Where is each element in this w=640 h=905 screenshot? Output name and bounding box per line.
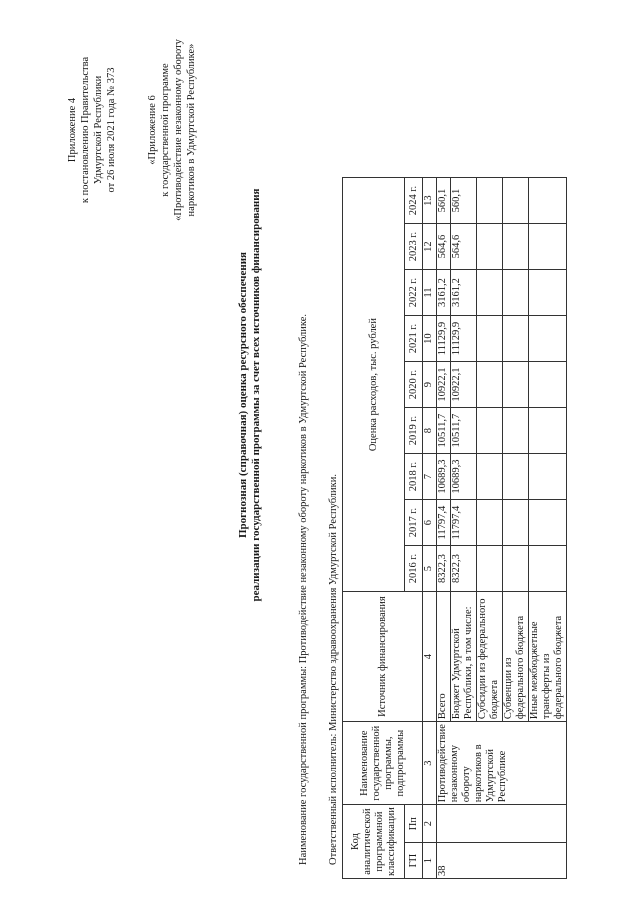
value-cell: 10511,7 (451, 408, 477, 454)
header-code: Код аналитической программной классификации (343, 805, 405, 879)
value-cell (477, 270, 503, 316)
header-year: 2019 г. (405, 408, 423, 454)
header-year: 2017 г. (405, 500, 423, 546)
appendix-4-line: к постановлению Правительства (80, 56, 91, 204)
appendix-6-block (146, 0, 198, 260)
column-number: 4 (423, 592, 437, 722)
value-cell (477, 454, 503, 500)
value-cell: 564,6 (451, 224, 477, 270)
header-year: 2022 г. (405, 270, 423, 316)
value-cell (503, 454, 529, 500)
value-cell (503, 500, 529, 546)
appendix-6-line: «Приложение 6 (147, 95, 158, 165)
value-cell (503, 408, 529, 454)
column-number: 1 (423, 843, 437, 879)
value-cell (529, 408, 567, 454)
value-cell: 10689,3 (437, 454, 451, 500)
value-cell (503, 224, 529, 270)
value-cell (529, 546, 567, 592)
table-header-row (343, 178, 405, 879)
value-cell: 564,6 (437, 224, 451, 270)
value-cell (477, 408, 503, 454)
value-cell: 560,1 (451, 178, 477, 224)
header-year: 2016 г. (405, 546, 423, 592)
value-cell (503, 362, 529, 408)
value-cell: 10922,1 (437, 362, 451, 408)
value-cell (529, 454, 567, 500)
column-number: 3 (423, 722, 437, 805)
column-number: 7 (423, 454, 437, 500)
header-year: 2021 г. (405, 316, 423, 362)
value-cell: 10922,1 (451, 362, 477, 408)
source-cell: Иные межбюджетные трансферты из федерального бюджета (529, 592, 567, 722)
column-number: 12 (423, 224, 437, 270)
appendix-6-line: к государственной программе (160, 63, 171, 197)
pp-code-cell (437, 805, 567, 843)
appendix-6-line: «Противодействие незаконному обороту (173, 39, 184, 221)
table-row (437, 178, 451, 879)
header-estimate: Оценка расходов, тыс. рублей (343, 178, 405, 592)
value-cell: 11797,4 (451, 500, 477, 546)
header-pp: Пп (405, 805, 423, 843)
header-year: 2023 г. (405, 224, 423, 270)
appendix-4-line: Приложение 4 (67, 97, 78, 163)
value-cell (503, 316, 529, 362)
title-line-2: реализации государственной программы за счет всех источников финансирования (250, 188, 262, 602)
source-cell: Субвенции из федерального бюджета (503, 592, 529, 722)
source-cell: Всего (437, 592, 451, 722)
appendix-6-line: наркотиков в Удмуртской Республике» (186, 43, 197, 217)
financing-table (342, 177, 567, 879)
column-number: 10 (423, 316, 437, 362)
value-cell: 10689,3 (451, 454, 477, 500)
value-cell: 560,1 (437, 178, 451, 224)
column-number: 13 (423, 178, 437, 224)
appendix-4-line: Удмуртской Республики (93, 75, 104, 185)
header-source: Источник финансирования (343, 592, 423, 722)
header-year: 2024 г. (405, 178, 423, 224)
header-name: Наименование государственной программы, подпрограммы (343, 722, 423, 805)
gp-code-cell: 38 (437, 843, 567, 879)
value-cell (529, 362, 567, 408)
appendix-4-line: от 26 июля 2021 года № 373 (106, 67, 117, 193)
source-cell: Бюджет Удмуртской Республики, в том числе: (451, 592, 477, 722)
value-cell (477, 224, 503, 270)
value-cell (503, 270, 529, 316)
title-line-1: Прогнозная (справочная) оценка ресурсного обеспечения (237, 251, 249, 539)
column-number: 6 (423, 500, 437, 546)
column-number: 11 (423, 270, 437, 316)
appendix-4-block (66, 15, 118, 245)
value-cell: 11129,9 (451, 316, 477, 362)
column-number: 2 (423, 805, 437, 843)
value-cell (477, 178, 503, 224)
value-cell (529, 316, 567, 362)
header-year: 2020 г. (405, 362, 423, 408)
value-cell: 11129,9 (437, 316, 451, 362)
value-cell: 10511,7 (437, 408, 451, 454)
header-year: 2018 г. (405, 454, 423, 500)
value-cell (477, 500, 503, 546)
value-cell (503, 546, 529, 592)
value-cell: 8322,3 (437, 546, 451, 592)
value-cell (529, 178, 567, 224)
column-number: 5 (423, 546, 437, 592)
program-name: Наименование государственной программы: Противодействие незаконному обороту наркотиков в Удмуртской Республике. (298, 313, 309, 865)
value-cell (477, 316, 503, 362)
value-cell: 3161,2 (437, 270, 451, 316)
value-cell (529, 270, 567, 316)
responsible-executor: Ответственный исполнитель: Министерство здравоохранения Удмуртской Республики. (328, 474, 339, 865)
value-cell (477, 362, 503, 408)
column-numbers-row (423, 178, 437, 879)
value-cell (529, 500, 567, 546)
header-gp: ГП (405, 843, 423, 879)
value-cell: 3161,2 (451, 270, 477, 316)
column-number: 9 (423, 362, 437, 408)
value-cell: 11797,4 (437, 500, 451, 546)
value-cell (529, 224, 567, 270)
document-title (237, 185, 263, 605)
column-number: 8 (423, 408, 437, 454)
value-cell (503, 178, 529, 224)
value-cell: 8322,3 (451, 546, 477, 592)
value-cell (477, 546, 503, 592)
program-title-cell: Противодействие незаконному обороту наркотиков в Удмуртской Республике (437, 722, 567, 805)
source-cell: Субсидии из федерального бюджета (477, 592, 503, 722)
